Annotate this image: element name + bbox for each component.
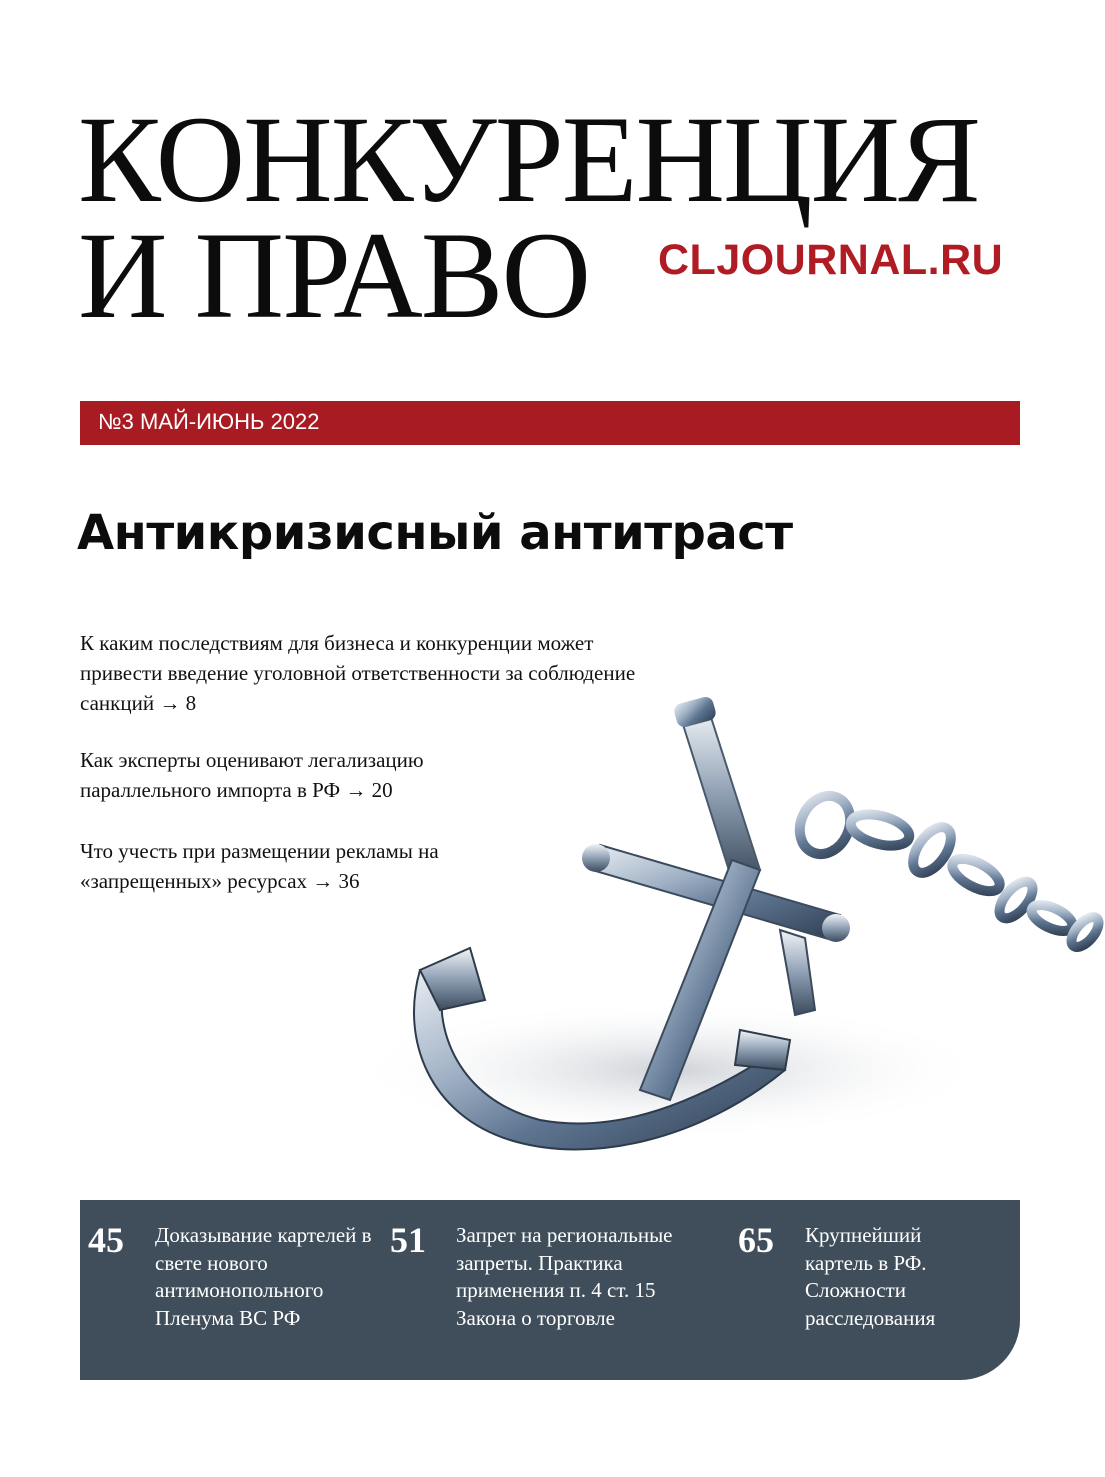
teaser-2-page: → 20 (345, 778, 393, 802)
anchor-illustration (340, 670, 1105, 1170)
issue-label: №3 МАЙ-ИЮНЬ 2022 (98, 409, 320, 434)
journal-title-line-1: КОНКУРЕНЦИЯ (78, 91, 979, 228)
bottom-item-1-text: Доказывание картелей в свете нового антимонопольного Пленума ВС РФ (155, 1223, 372, 1330)
journal-title (78, 91, 979, 344)
teaser-1-page: → 8 (159, 691, 197, 715)
teaser-3-text: Что учесть при размещении рекламы на «запрещенных» ресурсах (80, 839, 439, 893)
cover-headline: Антикризисный антитраст (77, 505, 793, 561)
site-url[interactable]: CLJOURNAL.RU (658, 236, 1004, 284)
teaser-1-text: К каким последствиям для бизнеса и конкуренции может привести введение уголовной ответственности за соблюдение санкций (80, 631, 636, 715)
teaser-3-page: → 36 (312, 869, 360, 893)
bottom-item-2-text: Запрет на региональные запреты. Практика применения п. 4 ст. 15 Закона о торговле (456, 1223, 673, 1330)
bottom-item-3-text: Крупнейший картель в РФ. Сложности расследования (805, 1223, 936, 1330)
bottom-item-1-page: 45 (88, 1220, 124, 1260)
issue-bar (80, 401, 1020, 445)
bottom-item-2-page: 51 (390, 1220, 426, 1260)
bottom-panel (80, 1200, 1020, 1380)
teaser-2-text: Как эксперты оценивают легализацию параллельного импорта в РФ (80, 748, 424, 802)
anchor-stock (680, 708, 760, 880)
bottom-item-3-page: 65 (738, 1220, 774, 1260)
journal-title-line-2: И ПРАВО (78, 207, 590, 344)
